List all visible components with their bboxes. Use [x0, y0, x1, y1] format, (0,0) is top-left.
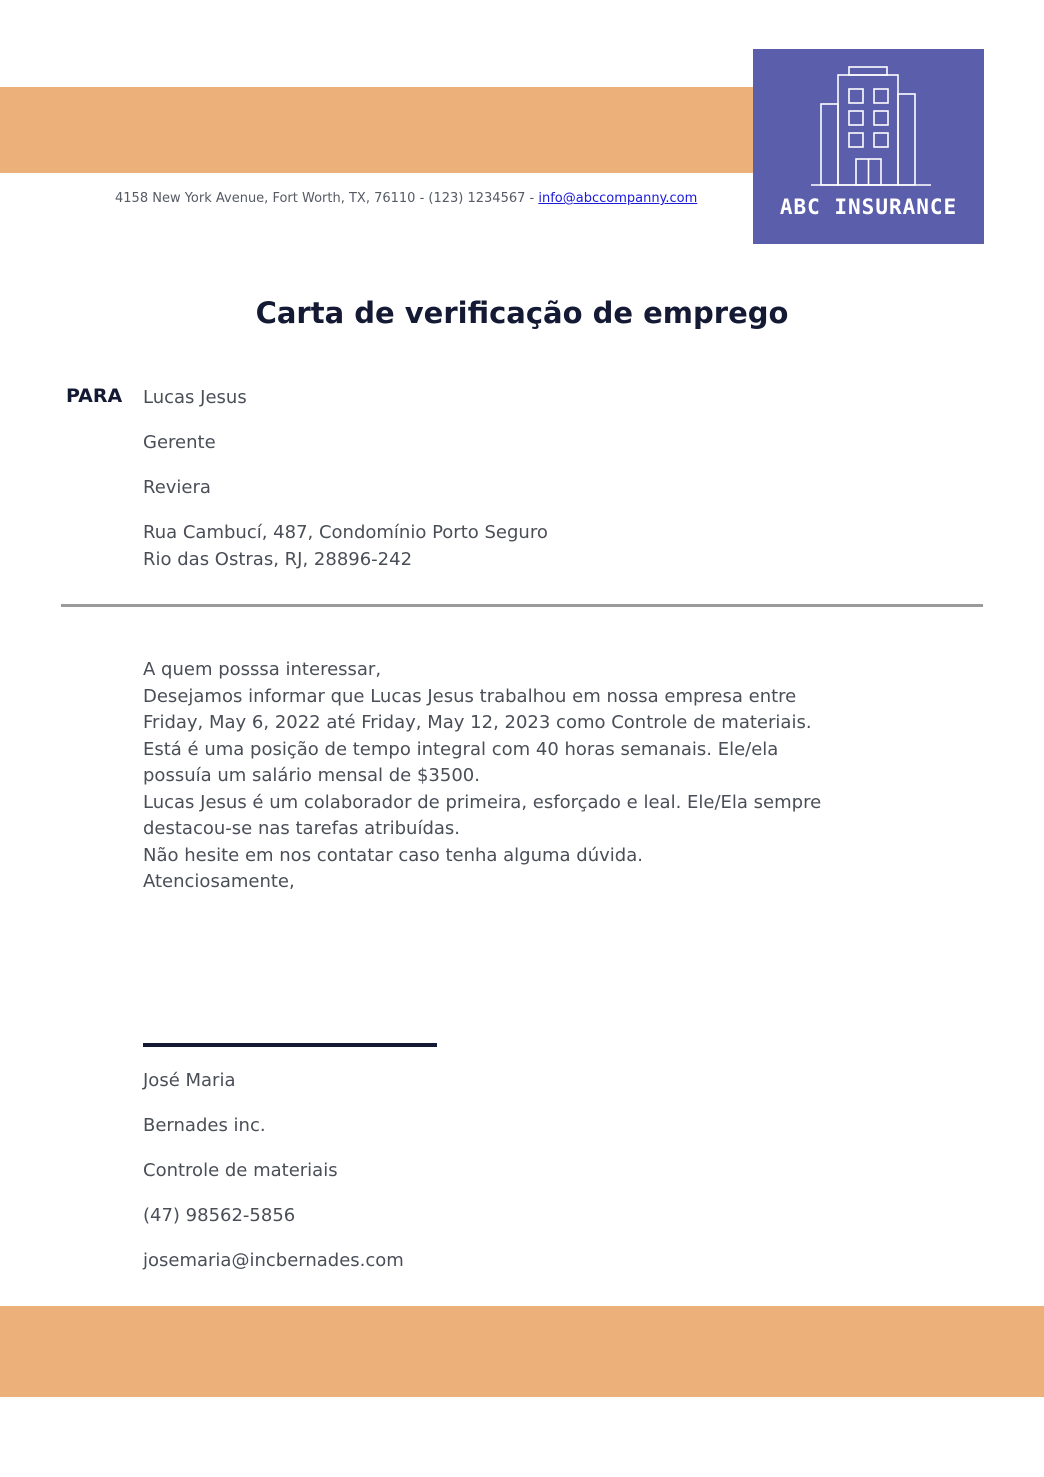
recipient-label: PARA [66, 385, 123, 407]
company-logo [753, 49, 984, 244]
signer-company: Bernades inc. [143, 1115, 266, 1136]
signer-email: josemaria@incbernades.com [143, 1250, 404, 1271]
section-divider [61, 604, 983, 607]
footer-band [0, 1306, 1044, 1397]
signer-phone: (47) 98562-5856 [143, 1205, 296, 1226]
logo-text: ABC INSURANCE [779, 195, 958, 219]
company-address: 4158 New York Avenue, Fort Worth, TX, 76110 - (123) 1234567 - [115, 191, 539, 206]
signature-block [143, 1067, 404, 1292]
page-title: Carta de verificação de emprego [255, 296, 789, 330]
company-email-link[interactable]: info@abccompanny.com [538, 191, 698, 206]
recipient-company: Reviera [143, 477, 211, 498]
letter-greeting: A quem posssa interessar, [143, 659, 382, 680]
recipient-address-line2: Rio das Ostras, RJ, 28896-242 [143, 549, 413, 570]
signer-role: Controle de materiais [143, 1160, 338, 1181]
letter-paragraph-2: Lucas Jesus é um colaborador de primeira, esforçado e leal. Ele/Ela sempre destacou-se nas tarefas atribuídas. [143, 791, 822, 839]
recipient-block [143, 384, 548, 573]
letter-paragraph-3: Não hesite em nos contatar caso tenha alguma dúvida. [143, 844, 643, 866]
building-icon [753, 49, 984, 244]
signer-name: José Maria [143, 1070, 236, 1091]
recipient-address-line1: Rua Cambucí, 487, Condomínio Porto Seguro [143, 522, 548, 543]
contact-line [115, 191, 697, 206]
header-band [0, 87, 753, 173]
recipient-role: Gerente [143, 432, 216, 453]
letter-paragraph-1: Desejamos informar que Lucas Jesus trabalhou em nossa empresa entre Friday, May 6, 2022 até Friday, May 12, 2023 como Controle de materiais. Está é uma posição de tempo integral com 40 horas semanais. Ele/ela possuía um salário mensal de $3500. [143, 685, 812, 786]
signature-line [143, 1043, 437, 1047]
letter-body [143, 657, 843, 896]
recipient-name: Lucas Jesus [143, 387, 247, 408]
letter-closing: Atenciosamente, [143, 871, 295, 892]
